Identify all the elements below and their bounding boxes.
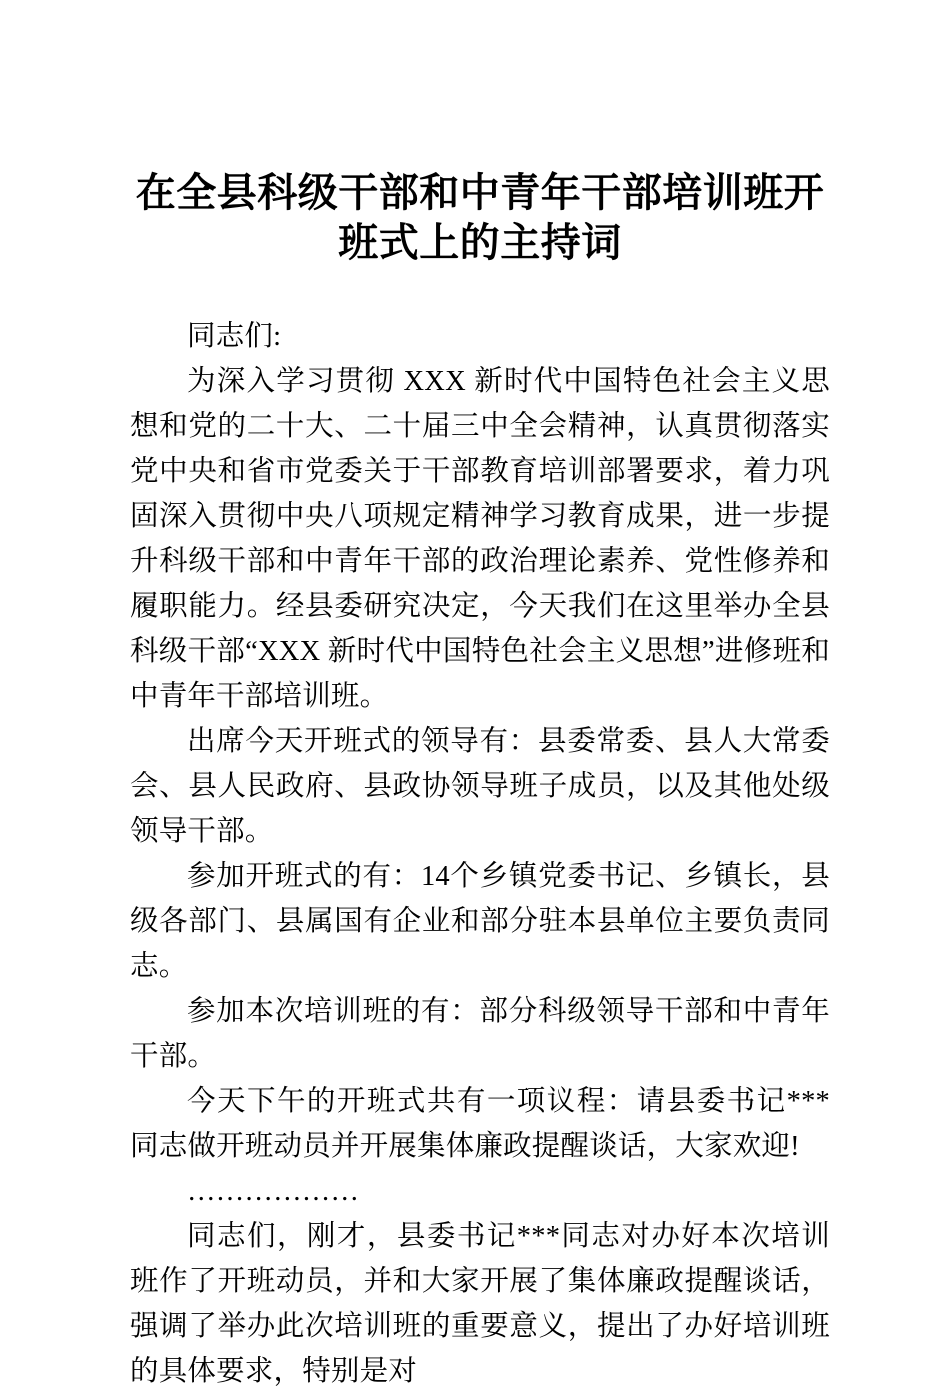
paragraph-agenda: 今天下午的开班式共有一项议程：请县委书记***同志做开班动员并开展集体廉政提醒谈话，大家欢迎!: [130, 1086, 830, 1162]
ellipsis-separator: ………………: [187, 1176, 360, 1207]
document-body: [130, 314, 830, 1394]
document-content: [130, 0, 830, 1394]
page-title: 在全县科级干部和中青年干部培训班开班式上的主持词: [135, 171, 825, 265]
paragraph-trainees: 参加本次培训班的有：部分科级领导干部和中青年干部。: [130, 996, 830, 1072]
paragraph-attending-leaders: 出席今天开班式的领导有：县委常委、县人大常委会、县人民政府、县政协领导班子成员，以及其他处级领导干部。: [130, 726, 830, 847]
paragraph-purpose: 为深入学习贯彻 XXX 新时代中国特色社会主义思想和党的二十大、二十届三中全会精神，认真贯彻落实党中央和省市党委关于干部教育培训部署要求，着力巩固深入贯彻中央八项规定精神学习教育成果，进一步提升科级干部和中青年干部的政治理论素养、党性修养和履职能力。经县委研究决定，今天我们在这里举办全县科级干部“XXX 新时代中国特色社会主义思想”进修班和中青年干部培训班。: [130, 366, 830, 712]
paragraph-salutation: 同志们:: [187, 321, 282, 352]
paragraph-closing-remarks: 同志们，刚才，县委书记***同志对办好本次培训班作了开班动员，并和大家开展了集体廉政提醒谈话，强调了举办此次培训班的重要意义，提出了办好培训班的具体要求，特别是对: [130, 1221, 830, 1387]
paragraph-attending-participants: 参加开班式的有：14个乡镇党委书记、乡镇长，县级各部门、县属国有企业和部分驻本县单位主要负责同志。: [130, 861, 830, 982]
